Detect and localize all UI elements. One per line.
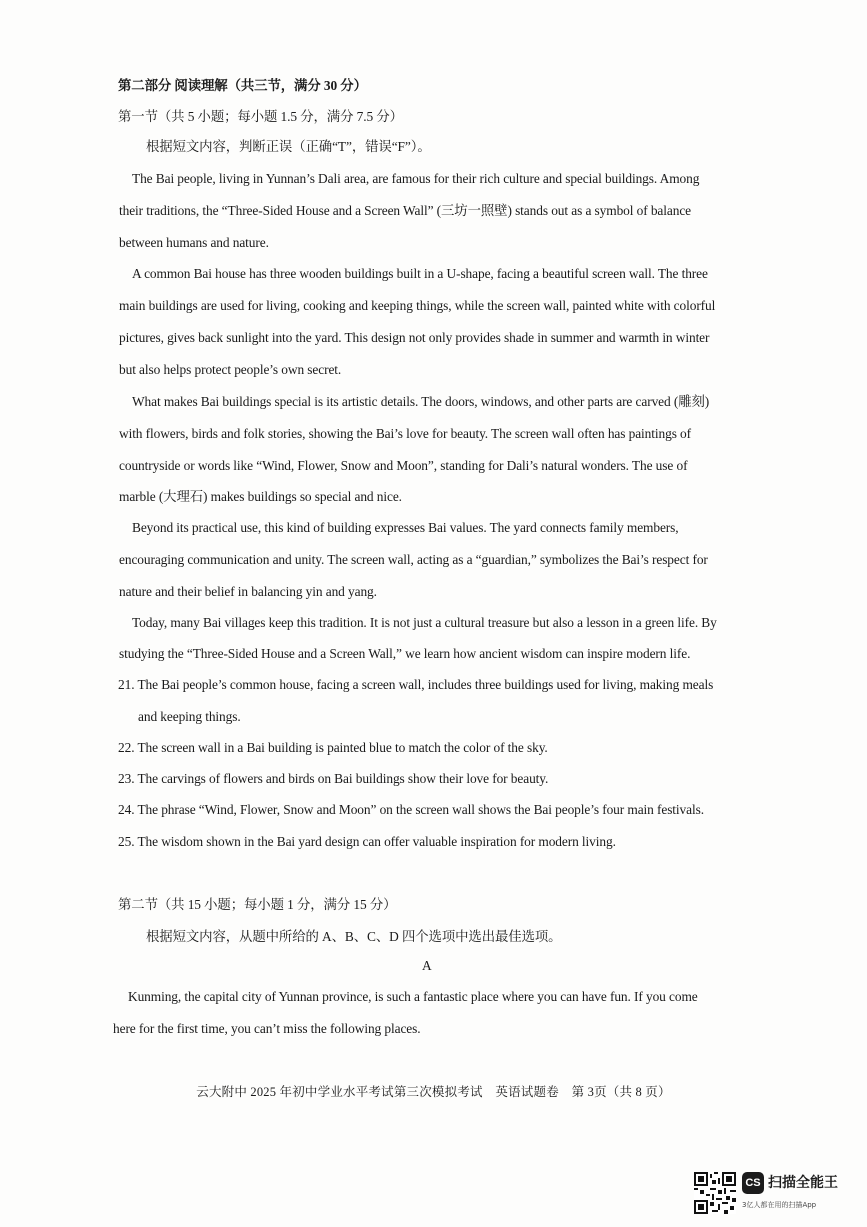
passage-line: Beyond its practical use, this kind of building expresses Bai values. The yard connects family members, [132, 520, 679, 535]
camscanner-logo-icon: CS [742, 1172, 764, 1194]
section2-instruction: 根据短文内容，从题中所给的 A、B、C、D 四个选项中选出最佳选项。 [146, 929, 562, 944]
passage-line: main buildings are used for living, cooking and keeping things, while the screen wall, painted white with colorful [119, 298, 716, 313]
passage-label: A [422, 958, 432, 973]
passage-line: countryside or words like “Wind, Flower, Snow and Moon”, standing for Dali’s natural wonders. The use of [119, 458, 688, 473]
section1-heading: 第一节（共 5 小题；每小题 1.5 分，满分 7.5 分） [118, 109, 403, 124]
scanner-watermark [694, 1168, 864, 1218]
passage-line: between humans and nature. [119, 235, 269, 250]
question-21: 21. The Bai people’s common house, facing a screen wall, includes three buildings used for living, making meals [118, 677, 714, 692]
passage-line: here for the first time, you can’t miss the following places. [113, 1021, 421, 1036]
passage-line: A common Bai house has three wooden buildings built in a U-shape, facing a beautiful screen wall. The three [132, 266, 708, 281]
passage-line: marble (大理石) makes buildings so special and nice. [119, 489, 402, 504]
qr-code-icon [694, 1172, 736, 1214]
question-24: 24. The phrase “Wind, Flower, Snow and Moon” on the screen wall shows the Bai people’s four main festivals. [118, 802, 704, 817]
passage-line: with flowers, birds and folk stories, showing the Bai’s love for beauty. The screen wall often has paintings of [119, 426, 692, 441]
passage-line: Today, many Bai villages keep this tradition. It is not just a cultural treasure but also a lesson in a green life. By [132, 615, 717, 630]
passage-line: their traditions, the “Three-Sided House and a Screen Wall” (三坊一照壁) stands out as a symbol of balance [119, 203, 692, 218]
passage-line: The Bai people, living in Yunnan’s Dali area, are famous for their rich culture and special buildings. Among [132, 171, 700, 186]
passage-line: nature and their belief in balancing yin and yang. [119, 584, 377, 599]
page-footer: 云大附中 2025 年初中学业水平考试第三次模拟考试 英语试题卷 第 3页（共 8 页） [196, 1085, 671, 1099]
question-22: 22. The screen wall in a Bai building is painted blue to match the color of the sky. [118, 740, 548, 755]
question-23: 23. The carvings of flowers and birds on Bai buildings show their love for beauty. [118, 771, 549, 786]
question-21-cont: and keeping things. [138, 709, 241, 724]
section1-instruction: 根据短文内容，判断正误（正确“T”，错误“F”）。 [146, 139, 431, 154]
passage-line: Kunming, the capital city of Yunnan province, is such a fantastic place where you can have fun. If you come [128, 989, 698, 1004]
question-25: 25. The wisdom shown in the Bai yard design can offer valuable inspiration for modern living. [118, 834, 616, 849]
scanner-brand-name: 扫描全能王 [768, 1175, 838, 1191]
section2-heading: 第二节（共 15 小题；每小题 1 分，满分 15 分） [118, 897, 397, 912]
passage-line: studying the “Three-Sided House and a Screen Wall,” we learn how ancient wisdom can inspire modern life. [119, 646, 691, 661]
passage-line: encouraging communication and unity. The screen wall, acting as a “guardian,” symbolizes the Bai’s respect for [119, 552, 708, 567]
scanner-tagline: 3亿人都在用的扫描App [742, 1201, 817, 1209]
passage-line: pictures, gives back sunlight into the yard. This design not only provides shade in summer and warmth in winter [119, 330, 710, 345]
passage-line: but also helps protect people’s own secret. [119, 362, 342, 377]
part-heading: 第二部分 阅读理解（共三节，满分 30 分） [118, 78, 367, 93]
passage-line: What makes Bai buildings special is its artistic details. The doors, windows, and other parts are carved (雕刻) [132, 394, 710, 409]
